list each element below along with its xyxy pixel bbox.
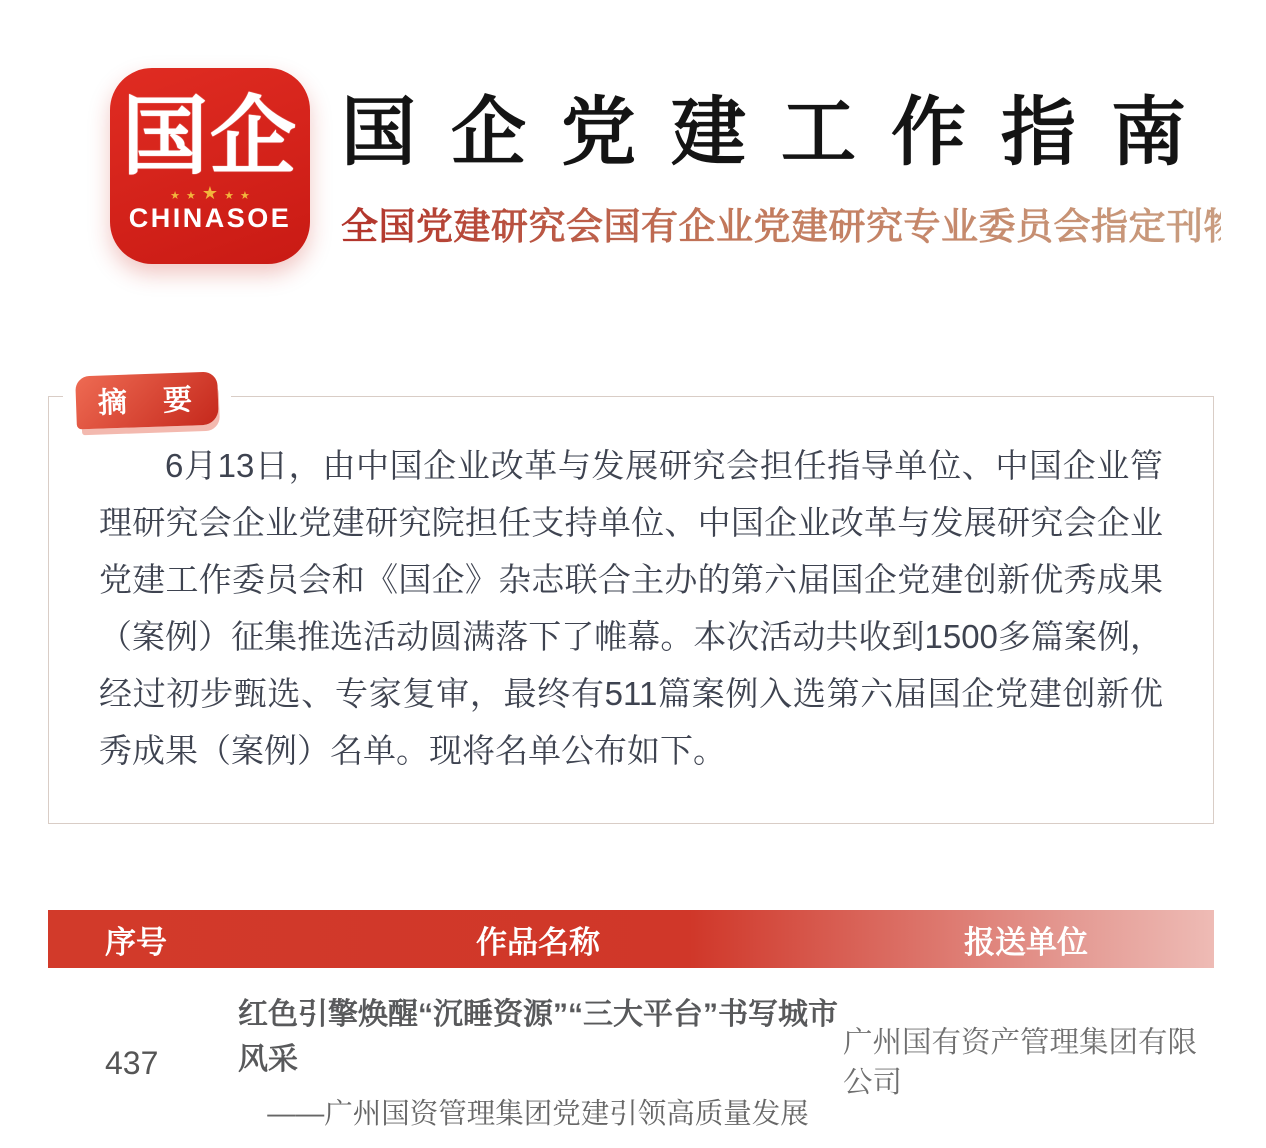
entry-subtitle: ——广州国资管理集团党建引领高质量发展 [267,1098,809,1130]
col-header-no: 序号 [105,924,167,960]
entry-title: 红色引擎焕醒“沉睡资源”“三大平台”书写城市风采 [238,998,838,1076]
entry-title-cell [238,992,838,1134]
publication-subtitle: 全国党建研究会国有企业党建研究专业委员会指定刊物 [341,196,1221,250]
abstract-text: 6月13日，由中国企业改革与发展研究会担任指导单位、中国企业管理研究会企业党建研究院担任支持单位、中国企业改革与发展研究会企业党建工作委员会和《国企》杂志联合主办的第六届国企党建创新优秀成果（案例）征集推选活动圆满落下了帷幕。本次活动共收到1500多篇案例，经过初步甄选、专家复审，最终有511篇案例入选第六届国企党建创新优秀成果（案例）名单。现将名单公布如下。 [99,447,1163,769]
masthead [0,0,1266,310]
title-block [341,86,1241,250]
table-row [48,992,1214,1134]
logo-text: 国企 [122,89,298,185]
star-icon: ★ [186,190,196,202]
abstract-badge-wrap [63,374,231,427]
star-icon: ★ [170,190,181,202]
entry-org: 广州国有资产管理集团有限公司 [843,1026,1198,1099]
col-header-title: 作品名称 [476,924,600,960]
abstract-badge: 摘 要 [75,372,219,430]
entry-number: 437 [105,1044,159,1081]
logo-caption: CHINASOE [128,203,292,233]
publication-title: 国企党建工作指南 [341,90,1222,174]
chinasoe-logo [110,68,310,264]
star-icon: ★ [224,190,234,202]
logo-stars [170,182,250,202]
abstract-section [48,383,1214,824]
table-header-row [48,910,1214,968]
results-table [48,910,1214,1134]
col-header-org: 报送单位 [964,924,1088,960]
star-icon: ★ [201,183,219,203]
star-icon: ★ [239,190,250,202]
